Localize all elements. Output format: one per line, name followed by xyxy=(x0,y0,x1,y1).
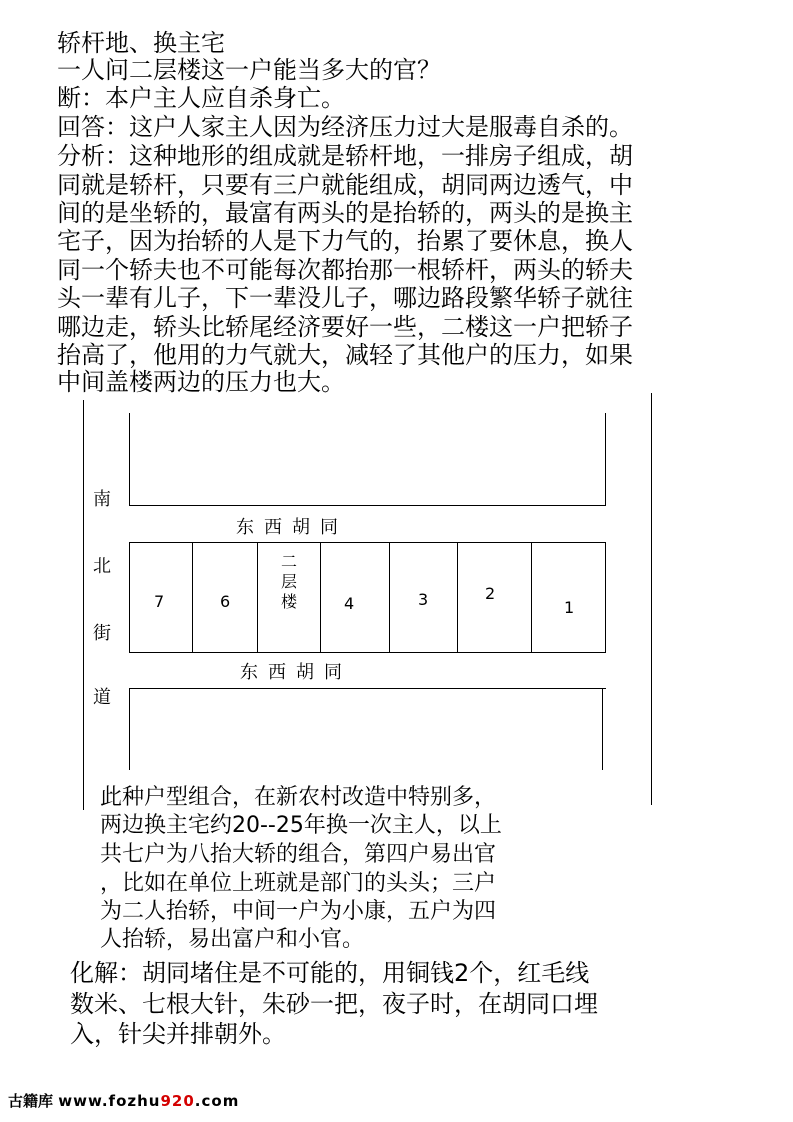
text-line: ，比如在单位上班就是部门的头头；三户 xyxy=(100,871,497,896)
text-line: 间的是坐轿的，最富有两头的是抬轿的，两头的是换主 xyxy=(57,199,633,227)
frame-right-line xyxy=(651,393,652,805)
text-line: 宅子，因为抬轿的人是下力气的，抬累了要休息，换人 xyxy=(57,227,633,255)
top-block-bottom xyxy=(129,505,606,506)
bottom-block-top xyxy=(129,688,606,689)
text-line: 此种户型组合，在新农村改造中特别多， xyxy=(100,785,497,810)
street-char-jie: 街 xyxy=(93,623,111,644)
house-2: 2 xyxy=(485,584,496,603)
text-line: 分析：这种地形的组成就是轿杆地，一排房子组成，胡 xyxy=(57,142,633,170)
top-block-left xyxy=(129,413,130,506)
lane-label-top: 东西胡同 xyxy=(236,517,348,538)
text-line: 一人问二层楼这一户能当多大的官？ xyxy=(57,56,441,84)
street-char-bei: 北 xyxy=(93,556,111,577)
street-left-line xyxy=(83,400,84,810)
text-line: 两边换主宅约20--25年换一次主人，以上 xyxy=(100,813,502,838)
text-line: 数米、七根大针，朱砂一把，夜子时，在胡同口埋 xyxy=(70,990,598,1018)
text-line: 中间盖楼两边的压力也大。 xyxy=(57,368,345,396)
text-line: 入，针尖并排朝外。 xyxy=(70,1020,286,1048)
title-line: 轿杆地、换主宅 xyxy=(57,29,225,57)
text-line: 抬高了，他用的力气就大，减轻了其他户的压力，如果 xyxy=(57,341,633,369)
house-3: 3 xyxy=(418,590,429,609)
text-line: 头一辈有儿子，下一辈没儿子，哪边路段繁华轿子就往 xyxy=(57,284,633,312)
footer-brand: 古籍库 xyxy=(8,1092,54,1110)
text-line: 断：本户主人应自杀身亡。 xyxy=(57,84,345,112)
footer-url-number: 920 xyxy=(160,1092,195,1110)
text-line: 共七户为八抬大轿的组合，第四户易出官 xyxy=(100,842,497,867)
house-6: 6 xyxy=(220,592,231,611)
bottom-block-right xyxy=(602,688,603,770)
text-line: 回答：这户人家主人因为经济压力过大是服毒自杀的。 xyxy=(57,113,633,141)
street-char-nan: 南 xyxy=(93,489,111,510)
house-two-storey: 二层楼 xyxy=(281,552,298,611)
text-line: 同就是轿杆，只要有三户就能组成，胡同两边透气，中 xyxy=(57,171,633,199)
house-1: 1 xyxy=(564,598,575,617)
footer-url[interactable] xyxy=(58,1092,239,1110)
footer-url-suffix: .com xyxy=(194,1092,240,1110)
text-line: 同一个轿夫也不可能每次都抬那一根轿杆，两头的轿夫 xyxy=(57,256,633,284)
bottom-block-left xyxy=(129,688,130,770)
house-4-box xyxy=(320,542,390,653)
text-line: 哪边走，轿头比轿尾经济要好一些，二楼这一户把轿子 xyxy=(57,313,633,341)
footer-url-prefix: www.fozhu xyxy=(58,1092,161,1110)
top-block-right xyxy=(605,413,606,506)
house-4: 4 xyxy=(344,594,355,613)
text-line: 人抬轿，易出富户和小官。 xyxy=(100,927,365,952)
text-line: 为二人抬轿，中间一户为小康，五户为四 xyxy=(100,899,497,924)
lane-label-bottom: 东西胡同 xyxy=(240,662,352,683)
street-char-dao: 道 xyxy=(93,687,111,708)
house-7: 7 xyxy=(154,592,165,611)
footer xyxy=(8,1090,239,1111)
text-line: 化解：胡同堵住是不可能的，用铜钱2个，红毛线 xyxy=(70,959,590,987)
